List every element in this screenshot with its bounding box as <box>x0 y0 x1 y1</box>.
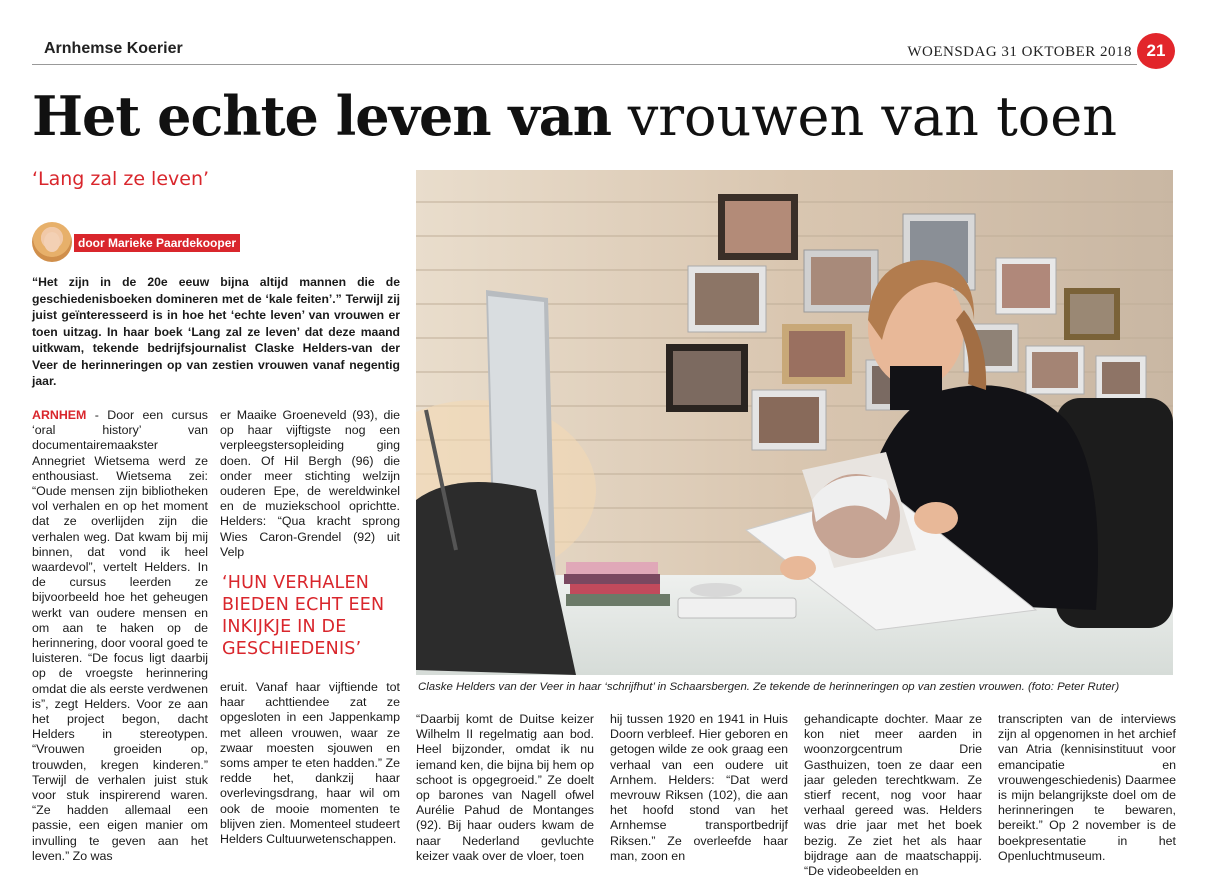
article-photo <box>416 170 1173 675</box>
masthead: Arnhemse Koerier <box>44 40 183 57</box>
pull-quote: ‘HUN VERHALEN BIEDEN ECHT EEN INKIJKJE IN DE GESCHIEDENIS’ <box>222 573 385 659</box>
body-column-2: er Maaike Groeneveld (93), die op haar vijftigste nog een verpleegstersopleiding ging doen. Of Hil Bergh (96) die onder meer stichting welzijn ouderen Epe, de wereldwinkel en de muziekschool oprichtte. Helders: “Qua kracht sprong Wies Caron-Grendel (92) uit Velp <box>220 408 400 559</box>
kicker: ‘Lang zal ze leven’ <box>32 168 210 190</box>
headline-bold: Het echte leven van <box>32 84 612 148</box>
author-avatar <box>32 222 72 262</box>
intro-paragraph: “Het zijn in de 20e eeuw bijna altijd mannen die de geschiedenisboeken domineren met de ‘kale feiten’.” Terwijl zij juist geïnteresseerd is in hoe het ‘echte leven’ van vrouwen er toen uitzag. In haar boek ‘Lang zal ze leven’ dat deze maand uitkwam, tekende bedrijfsjournalist Claske Helders-van der Veer de herinneringen op van zestien vrouwen vanaf negentig jaar. <box>32 275 400 388</box>
body-column-5: gehandicapte dochter. Maar ze kon niet meer aarden in woonzorgcentrum Drie Gasthuizen, toen ze daar een jaar geleden terechtkwam. Ze stierf recent, nog voor haar verhaal gereed was. Helders was drie jaar met het boek bezig. Ze ziet het als haar bijdrage aan de maatschappij. “De videobeelden en <box>804 712 982 879</box>
body-column-3: “Daarbij komt de Duitse keizer Wilhelm II regelmatig aan bod. Heel bijzonder, omdat ik nu iemand ken, die bijna bij hem op schoot is opgegroeid.” Ze doelt op barones van Nagell ofwel Aurélie Pahud de Montanges (92). Bij haar ouders kwam de naar Nederland gevluchte keizer vaak over de vloer, toen <box>416 712 594 863</box>
headline <box>32 80 1182 152</box>
body-column-2b: eruit. Vanaf haar vijftiende tot haar achttiendee zat ze opgesloten in een Jappenkamp met alleen vrouwen, waar ze zwaar moesten sjouwen en soms amper te eten hadden.” Ze redde het, dankzij haar overlevingsdrang, haar wil om ook de mooie momenten te blijven zien. Momenteel studeert Helders Cultuurwetenschappen. <box>220 680 400 847</box>
dateline: WOENSDAG 31 OKTOBER 2018 <box>907 44 1132 60</box>
headline-light: vrouwen van toen <box>627 85 1118 148</box>
page-number-badge: 21 <box>1137 33 1175 69</box>
body-column-6: transcripten van de interviews zijn al opgenomen in het archief van Atria (kennisinstituut voor emancipatie en vrouwengeschiedenis) Daarmee is mijn belangrijkste doel om de herinneringen te bewaren, bereikt.” Op 2 november is de boekpresentatie in het Openluchtmuseum. <box>998 712 1176 863</box>
photo-caption: Claske Helders van der Veer in haar ‘schrijfhut’ in Schaarsbergen. Ze tekende de herinneringen op van zestien vrouwen. (foto: Peter Ruter) <box>418 681 1120 693</box>
byline: door Marieke Paardekooper <box>74 234 240 252</box>
body-column-1 <box>32 408 208 882</box>
dateline-city: ARNHEM <box>32 408 87 422</box>
body-text-1: - Door een cursus ‘oral history’ van documentairemaakster Annegriet Wietsema werd ze enthousiast. Wietsema zei: “Oude mensen zijn bibliotheken vol verhalen en op het moment dat ze overlijden zijn die verhalen weg. Dat kwam bij mij binnen, dat vond ik heel waardevol”, vertelt Helders. In de cursus leerden ze bijvoorbeeld hoe het geheugen werkt van oudere mensen en om aan te haken op de herinnering, door vooral goed te luisteren. “De focus ligt daarbij op de vroegste herinnering omdat die als eerste verdwenen is”, zegt Helders. Voor ze aan het project begon, dacht Helders in stereotypen. “Vrouwen groeiden op, trouwden, kregen kinderen.” Terwijl de verhalen juist stuk voor stuk inspirerend waren. “Ze hadden allemaal een passie, een eigen manier om invulling te geven aan het leven.” Zo was <box>32 408 208 863</box>
body-column-4: hij tussen 1920 en 1941 in Huis Doorn verbleef. Hier geboren en getogen wilde ze ook graag een verhaal van een oudere uit Arnhem. Helders: “Dat werd mevrouw Riksen (102), die aan het hoofd stond van het Arnhemse transportbedrijf Riksen.” Ze overleefde haar man, zoon en <box>610 712 788 863</box>
header-rule <box>32 64 1137 65</box>
